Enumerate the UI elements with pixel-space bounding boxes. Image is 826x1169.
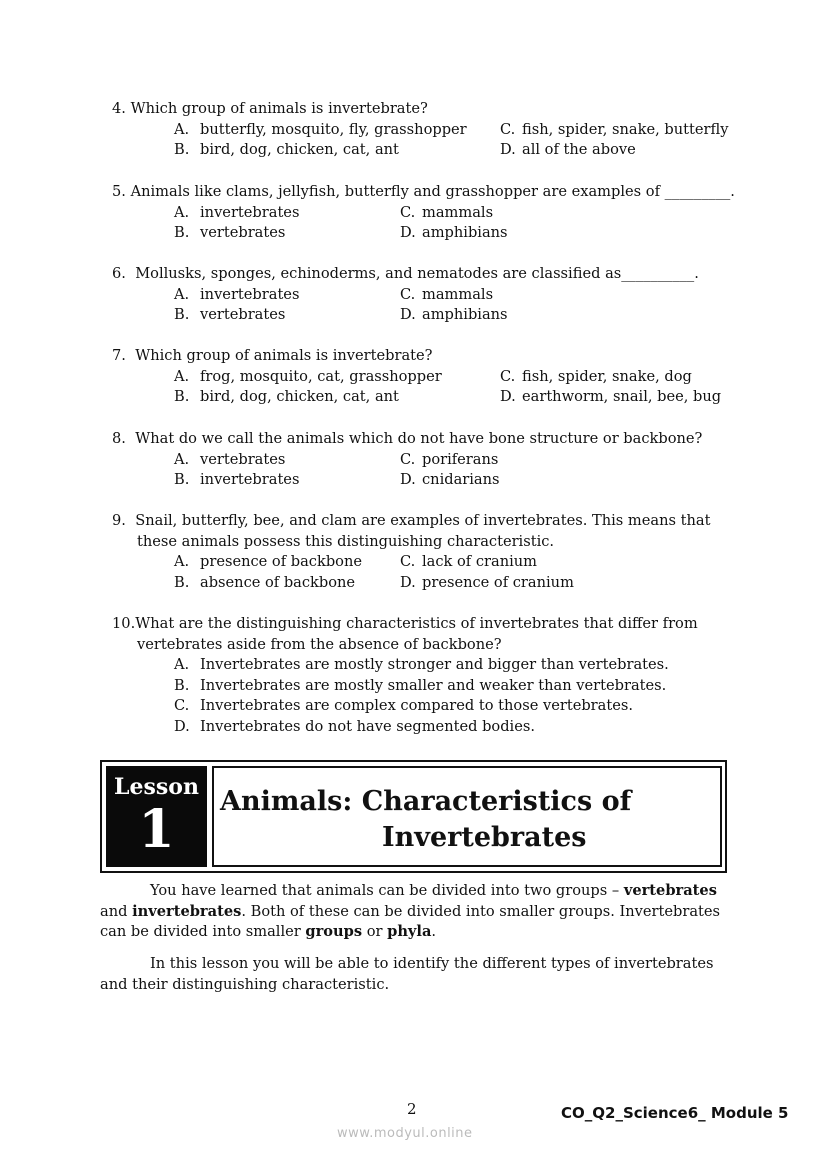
option-letter: D. [500, 388, 516, 406]
option-letter: D. [400, 224, 416, 242]
option-letter: B. [174, 573, 190, 591]
option-letter: A. [174, 203, 190, 221]
question-10 [112, 614, 698, 738]
question-7 [112, 346, 722, 408]
question-stem-continued: vertebrates aside from the absence of backbone? [137, 635, 502, 653]
option-text: presence of backbone [200, 553, 362, 571]
option-letter: B. [174, 141, 190, 159]
option-text: mammals [422, 285, 494, 303]
intro-paragraph-2 [100, 954, 726, 995]
option-letter: A. [174, 367, 190, 385]
option-text: earthworm, snail, bee, bug [522, 388, 722, 406]
option-letter: C. [400, 203, 416, 221]
option-row [112, 140, 636, 161]
option-text: bird, dog, chicken, cat, ant [200, 141, 399, 159]
intro-paragraph-1 [100, 881, 726, 943]
option-text: vertebrates [200, 306, 286, 324]
option-letter: D. [174, 717, 190, 735]
option-row [112, 305, 699, 326]
lesson-number: 1 [138, 799, 175, 860]
question-stem: What are the distinguishing characteristics of invertebrates that differ from [135, 615, 698, 632]
option-text: Invertebrates are complex compared to those vertebrates. [200, 697, 633, 715]
option-row [112, 573, 710, 594]
option-text: all of the above [522, 141, 636, 159]
option-text: fish, spider, snake, butterfly [522, 120, 729, 138]
option-letter: D. [400, 573, 416, 591]
option-letter: B. [174, 306, 190, 324]
option-text: amphibians [422, 224, 508, 242]
option-letter: B. [174, 388, 190, 406]
question-4 [112, 99, 729, 161]
option-text: vertebrates [200, 450, 286, 468]
question-stem: Which group of animals is invertebrate? [135, 347, 433, 364]
term-invertebrates: invertebrates [132, 902, 242, 920]
text-run: You have learned that animals can be divided into two groups – [150, 882, 624, 899]
option-text: invertebrates [200, 203, 300, 221]
option-text: absence of backbone [200, 573, 356, 591]
option-row [112, 223, 735, 244]
option-text: fish, spider, snake, dog [522, 367, 692, 385]
option-text: poriferans [422, 450, 499, 468]
option-row [112, 450, 702, 471]
question-number: 7. [112, 347, 126, 364]
option-text: Invertebrates do not have segmented bodies. [200, 717, 535, 735]
option-letter: C. [174, 697, 190, 715]
question-stem: What do we call the animals which do not have bone structure or backbone? [135, 430, 703, 447]
lesson-banner [100, 760, 727, 873]
question-number: 8. [112, 430, 126, 447]
option-text: butterfly, mosquito, fly, grasshopper [200, 120, 467, 138]
text-run: . [431, 923, 437, 941]
option-row [112, 696, 698, 717]
option-letter: D. [400, 306, 416, 324]
text-run: and [100, 902, 133, 920]
option-letter: C. [400, 553, 416, 571]
option-text: invertebrates [200, 471, 300, 489]
option-letter: B. [174, 676, 190, 694]
term-phyla: phyla [387, 923, 432, 941]
question-5 [112, 182, 735, 244]
option-text: mammals [422, 203, 494, 221]
option-letter: C. [400, 450, 416, 468]
question-stem-continued: these animals possess this distinguishing characteristic. [137, 532, 555, 550]
option-text: bird, dog, chicken, cat, ant [200, 388, 399, 406]
question-stem: Snail, butterfly, bee, and clam are examples of invertebrates. This means that [135, 512, 711, 529]
option-row [112, 470, 702, 491]
option-row [112, 367, 692, 388]
option-letter: C. [500, 120, 516, 138]
term-groups: groups [305, 923, 363, 941]
text-run: or [362, 923, 388, 941]
option-letter: A. [174, 120, 190, 138]
question-stem: Which group of animals is invertebrate? [130, 100, 428, 117]
option-text: cnidarians [422, 471, 500, 489]
option-row [112, 387, 722, 408]
option-letter: D. [500, 141, 516, 159]
question-number: 6. [112, 265, 126, 282]
question-6 [112, 264, 699, 326]
option-text: Invertebrates are mostly smaller and weaker than vertebrates. [200, 676, 667, 694]
page-number: 2 [407, 1100, 417, 1118]
option-text: frog, mosquito, cat, grasshopper [200, 367, 442, 385]
text-run: . Both of these can be divided into smaller groups. Invertebrates can be divided into smaller [100, 902, 721, 941]
lesson-word: Lesson [114, 774, 199, 800]
option-text: amphibians [422, 306, 508, 324]
lesson-badge [106, 766, 207, 867]
option-letter: C. [500, 367, 516, 385]
option-text: vertebrates [200, 224, 286, 242]
question-number: 9. [112, 512, 126, 529]
question-number: 5. [112, 183, 126, 200]
option-letter: A. [174, 450, 190, 468]
option-letter: A. [174, 285, 190, 303]
option-text: presence of cranium [422, 573, 574, 591]
option-letter: D. [400, 471, 416, 489]
option-row [112, 717, 698, 738]
option-row [112, 552, 710, 573]
lesson-title-line2: Invertebrates [382, 822, 587, 853]
watermark: www.modyul.online [337, 1126, 473, 1141]
option-text: Invertebrates are mostly stronger and bigger than vertebrates. [200, 656, 669, 674]
option-text: lack of cranium [422, 553, 538, 571]
question-8 [112, 429, 702, 491]
option-row [112, 203, 735, 224]
option-letter: A. [174, 553, 190, 571]
option-letter: B. [174, 471, 190, 489]
option-row [112, 285, 699, 306]
option-letter: B. [174, 224, 190, 242]
question-stem: Animals like clams, jellyfish, butterfly and grasshopper are examples of _________. [130, 183, 735, 200]
question-number: 10. [112, 615, 136, 632]
option-row [112, 676, 698, 697]
option-row [112, 655, 698, 676]
question-stem: Mollusks, sponges, echinoderms, and nematodes are classified as__________. [135, 265, 699, 282]
term-vertebrates: vertebrates [623, 882, 717, 899]
question-number: 4. [112, 100, 126, 117]
lesson-title-box [212, 766, 722, 867]
option-letter: C. [400, 285, 416, 303]
module-code: CO_Q2_Science6_ Module 5 [561, 1104, 789, 1122]
lesson-title-line1: Animals: Characteristics of [220, 786, 632, 817]
option-row [112, 120, 729, 141]
intro-text: In this lesson you will be able to identify the different types of invertebrates and their distinguishing characteristic. [100, 955, 714, 993]
option-text: invertebrates [200, 285, 300, 303]
option-letter: A. [174, 656, 190, 674]
question-9 [112, 511, 710, 593]
